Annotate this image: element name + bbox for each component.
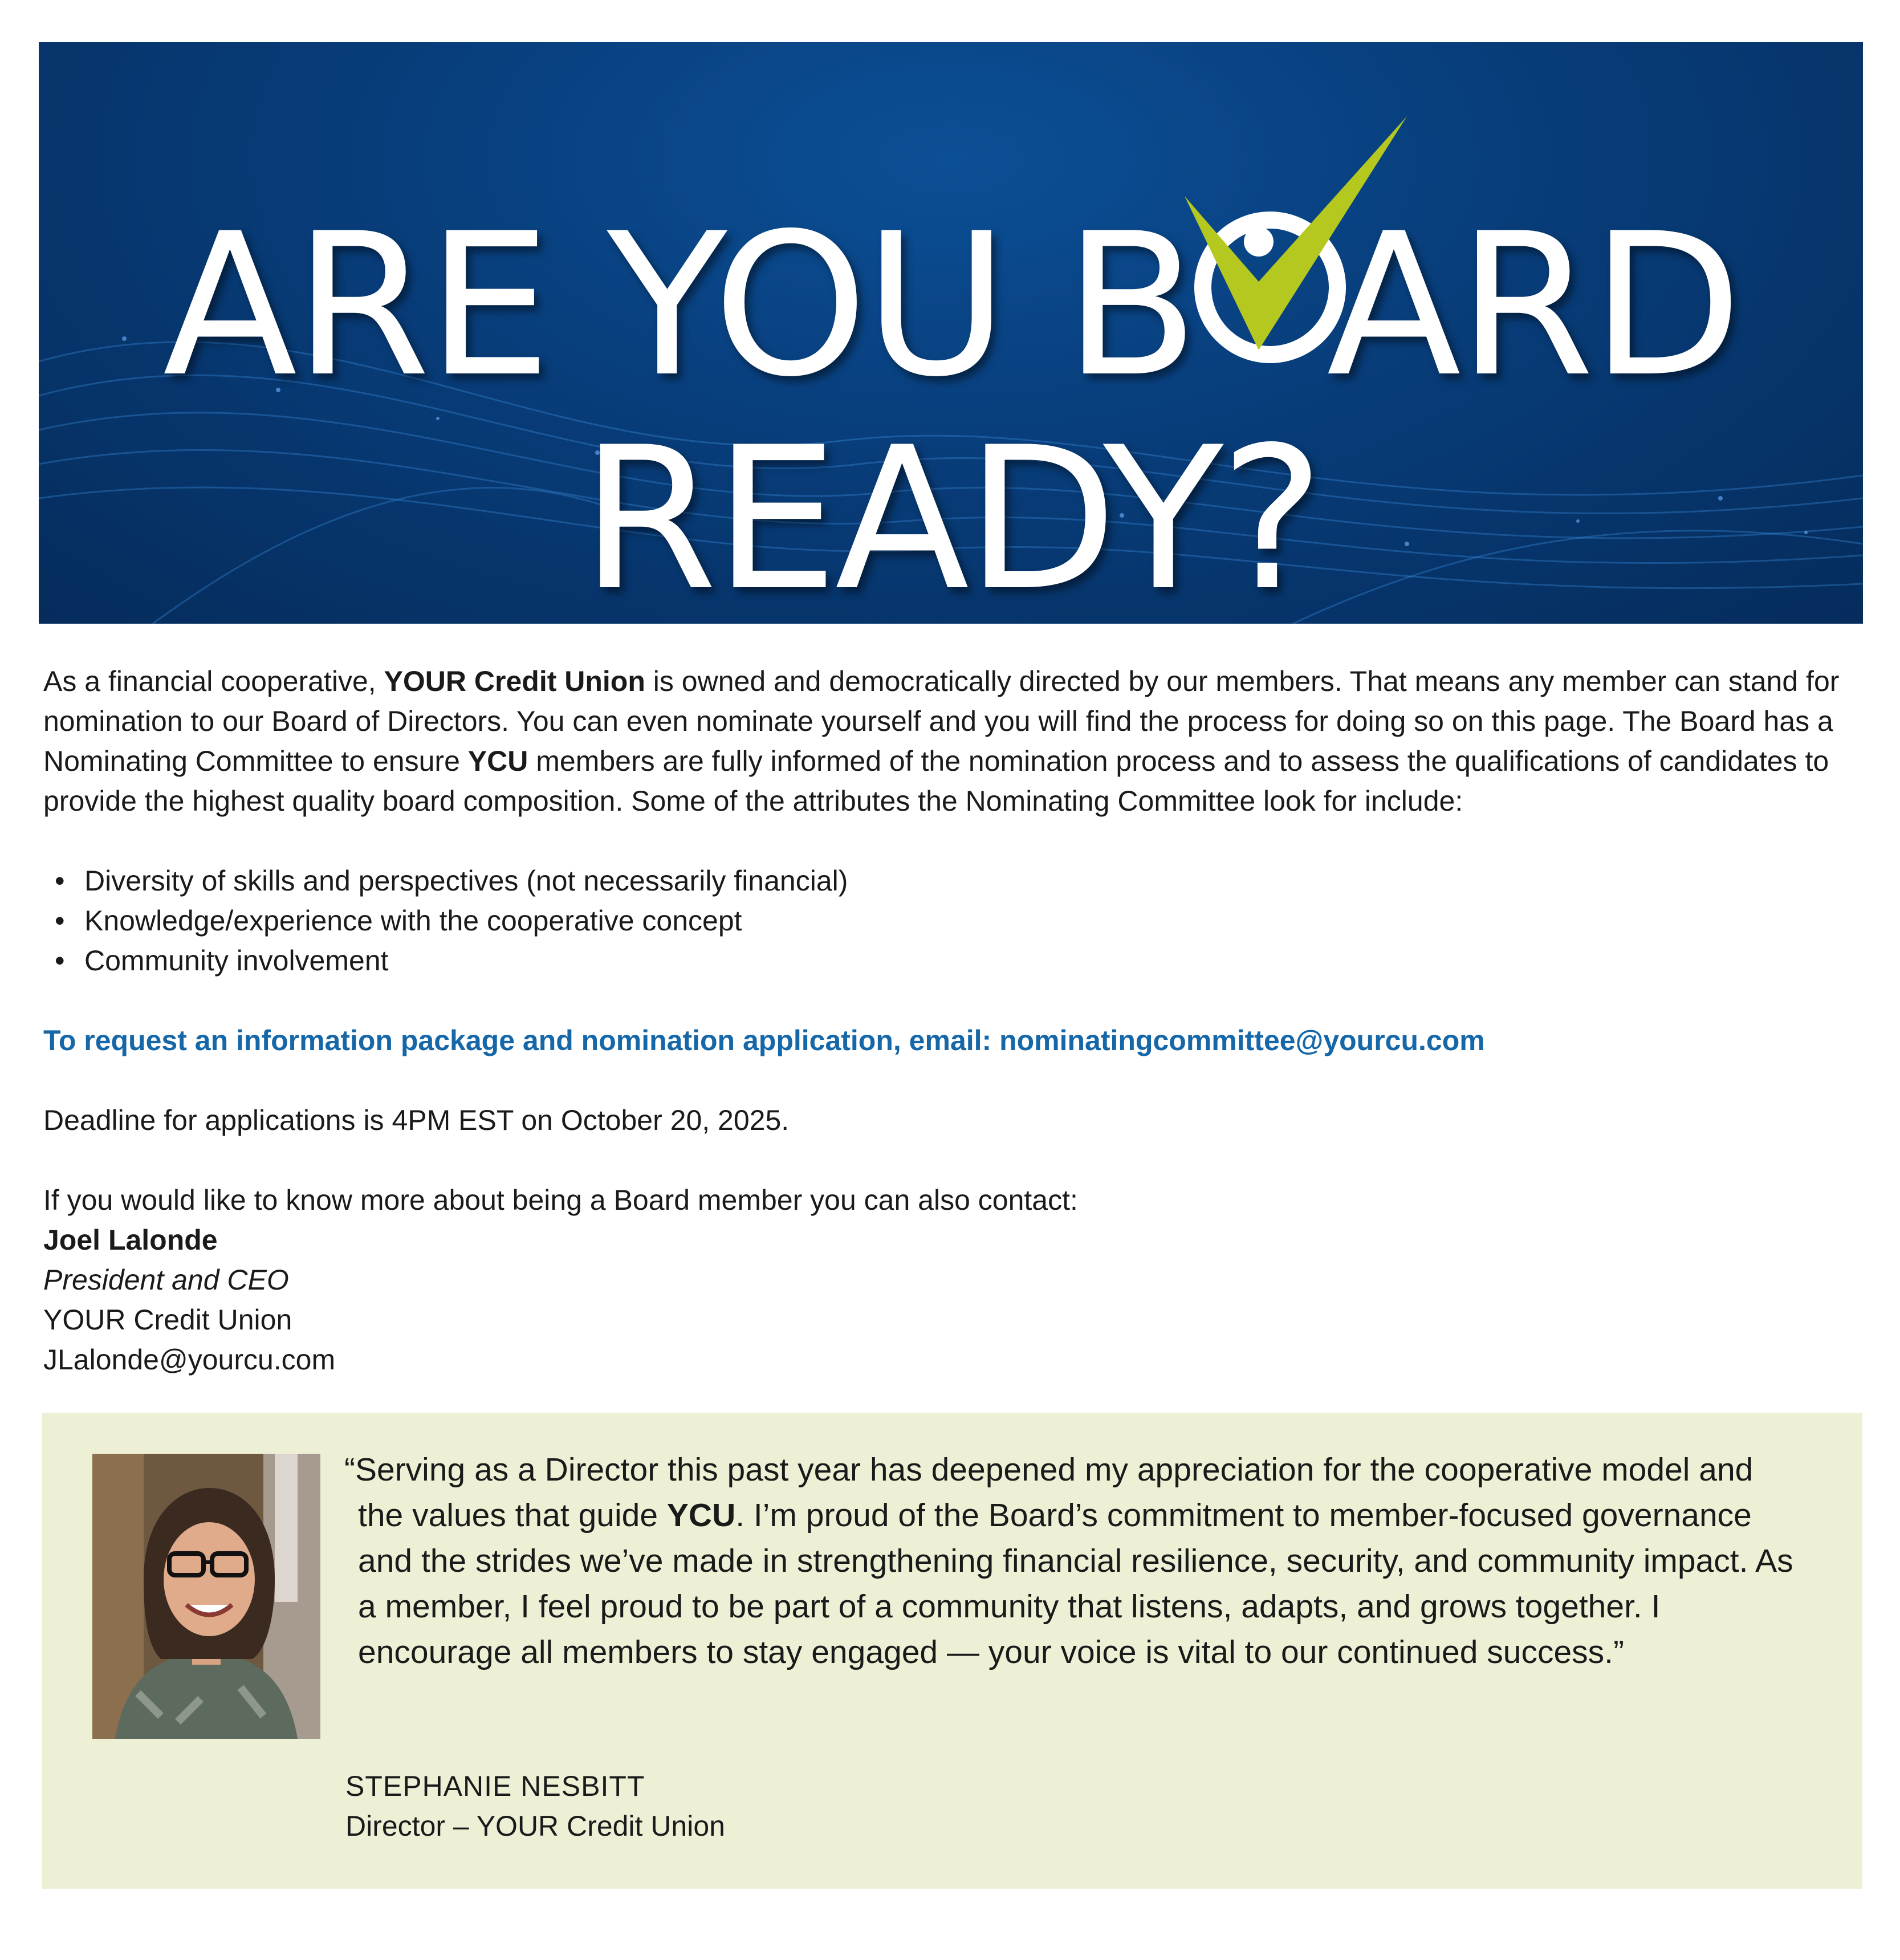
testimonial-quote: “Serving as a Director this past year has deepened my appreciation for the cooperative model and the values that guide YCU. I’m proud of the Board’s commitment to member-focused governance and the strides we’ve made in strengthening financial resilience, security, and community impact. As a member, I feel proud to be part of a community that listens, adapts, and grows together. I encourage all members to stay engaged — your voice is vital to our continued success.” — [344, 1451, 1793, 1670]
list-item: • Knowledge/experience with the cooperative concept — [43, 901, 848, 941]
ycu-abbrev: YCU — [467, 745, 528, 777]
contact-block — [43, 1180, 1078, 1380]
contact-name: Joel Lalonde — [43, 1224, 218, 1256]
contact-organization: YOUR Credit Union — [43, 1304, 292, 1336]
hero-banner — [39, 42, 1863, 624]
testimonial-box — [42, 1413, 1862, 1889]
hero-title-line-2: READY? — [580, 405, 1321, 624]
list-item: • Diversity of skills and perspectives (not necessarily financial) — [43, 861, 848, 901]
testimonial-name: STEPHANIE NESBITT — [345, 1770, 645, 1802]
testimonial-title: Director – YOUR Credit Union — [345, 1810, 725, 1842]
contact-role: President and CEO — [43, 1264, 289, 1296]
attributes-list — [43, 861, 848, 981]
contact-intro: If you would like to know more about being a Board member you can also contact: — [43, 1184, 1078, 1216]
contact-email-link[interactable]: JLalonde@yourcu.com — [43, 1344, 336, 1376]
hero-title-line-1: ARE YOU B ARD — [162, 192, 1739, 420]
credit-union-name: YOUR Credit Union — [384, 665, 645, 697]
email-request-link[interactable]: To request an information package and nomination application, email: nominatingcommittee@yourcu.com — [43, 1024, 1485, 1056]
portrait-image — [92, 1454, 320, 1739]
list-item: • Community involvement — [43, 941, 848, 981]
deadline-text: Deadline for applications is 4PM EST on October 20, 2025. — [43, 1104, 790, 1136]
director-photo — [92, 1454, 320, 1739]
checkmark-icon — [1173, 111, 1413, 373]
intro-paragraph: As a financial cooperative, YOUR Credit Union is owned and democratically directed by our members. That means any member can stand for nomination to our Board of Directors. You can even nominate yourself and you will find the process for doing so on this page. The Board has a Nominating Committee to ensure YCU members are fully informed of the nomination process and to assess the qualifications of candidates to provide the highest quality board composition. Some of the attributes the Nominating Committee look for include: — [43, 665, 1840, 817]
